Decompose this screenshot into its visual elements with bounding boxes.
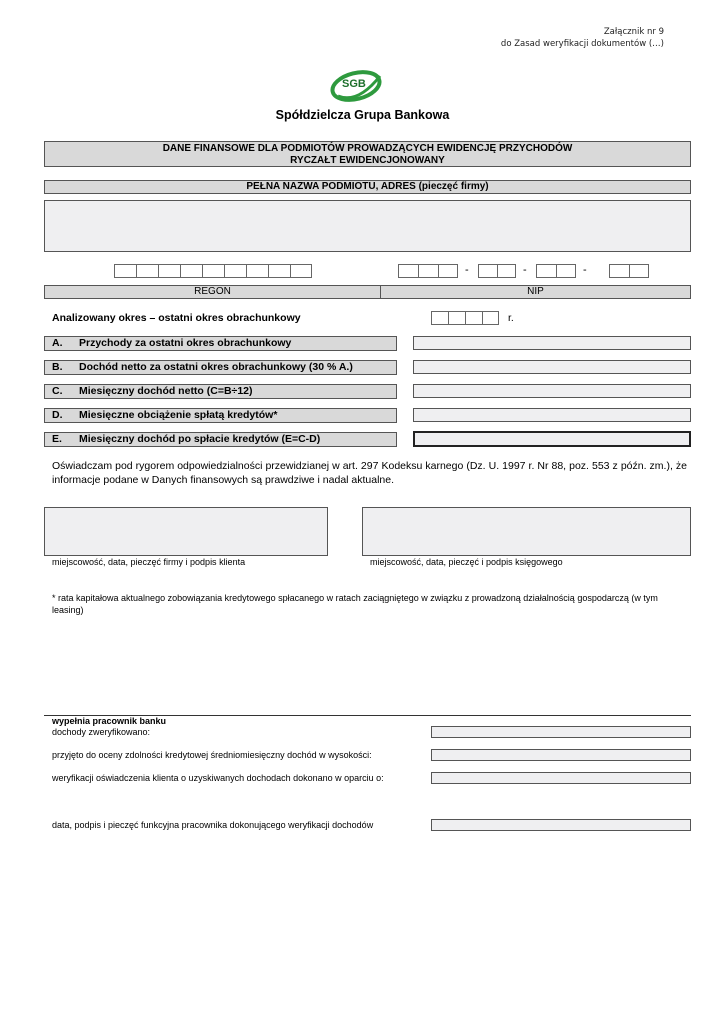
verified-label: dochody zweryfikowano: — [52, 727, 151, 737]
regon-digit[interactable] — [180, 264, 202, 278]
regon-digit[interactable] — [114, 264, 136, 278]
nip-group-3[interactable] — [536, 264, 576, 278]
nip-digit[interactable] — [609, 264, 629, 278]
nip-group-1[interactable] — [398, 264, 458, 278]
row-text: Przychody za ostatni okres obrachunkowy — [79, 337, 292, 349]
regon-digit[interactable] — [202, 264, 224, 278]
regon-nip-header — [44, 285, 691, 299]
period-suffix: r. — [508, 312, 514, 324]
nip-separator: - — [465, 264, 469, 276]
row-letter: A. — [52, 337, 63, 349]
period-year-input[interactable] — [431, 311, 499, 325]
declaration-text: Oświadczam pod rygorem odpowiedzialności przewidzianej w art. 297 Kodeksu karnego (Dz. U. 1997 r. Nr 88, poz. 553 z późn. zm.), że informacje podane w Danych finansowych są prawdziwe i nadal aktualne. — [52, 460, 687, 486]
attachment-note — [501, 26, 664, 50]
form-title — [44, 141, 691, 167]
row-letter: E. — [52, 433, 62, 445]
nip-group-4[interactable] — [609, 264, 649, 278]
regon-digit[interactable] — [246, 264, 268, 278]
nip-digit[interactable] — [478, 264, 497, 278]
row-e-label — [44, 432, 397, 447]
nip-separator: - — [523, 264, 527, 276]
regon-digit[interactable] — [224, 264, 246, 278]
verification-basis-label: weryfikacji oświadczenia klienta o uzyskiwanych dochodach dokonano w oparciu o: — [52, 773, 384, 783]
row-text: Miesięczny dochód po spłacie kredytów (E=C-D) — [79, 433, 321, 445]
row-text: Miesięczne obciążenie spłatą kredytów* — [79, 409, 278, 421]
nip-digit[interactable] — [629, 264, 649, 278]
row-d-label — [44, 408, 397, 423]
row-a-value[interactable] — [413, 336, 691, 350]
row-b-label — [44, 360, 397, 375]
row-letter: C. — [52, 385, 63, 397]
year-digit[interactable] — [431, 311, 448, 325]
bank-section-title: wypełnia pracownik banku — [52, 716, 167, 726]
employee-signature-field[interactable] — [431, 819, 691, 831]
row-letter: D. — [52, 409, 63, 421]
nip-digit[interactable] — [398, 264, 418, 278]
client-signature-caption: miejscowość, data, pieczęć firmy i podpis klienta — [52, 557, 246, 567]
regon-digit[interactable] — [158, 264, 180, 278]
regon-digit[interactable] — [136, 264, 158, 278]
bank-name: Spółdzielcza Grupa Bankowa — [275, 108, 450, 122]
employee-signature-label: data, podpis i pieczęć funkcyjna pracownika dokonującego weryfikacji dochodów — [52, 820, 374, 830]
row-c-value[interactable] — [413, 384, 691, 398]
entity-name-field[interactable] — [44, 200, 691, 252]
year-digit[interactable] — [465, 311, 482, 325]
nip-digit[interactable] — [556, 264, 576, 278]
row-a-label — [44, 336, 397, 351]
regon-digit[interactable] — [268, 264, 290, 278]
nip-digit[interactable] — [536, 264, 556, 278]
nip-group-2[interactable] — [478, 264, 516, 278]
row-b-value[interactable] — [413, 360, 691, 374]
nip-separator: - — [583, 264, 587, 276]
nip-digit[interactable] — [418, 264, 438, 278]
row-e-value[interactable] — [413, 431, 691, 447]
year-digit[interactable] — [448, 311, 465, 325]
year-digit[interactable] — [482, 311, 499, 325]
regon-input[interactable] — [114, 264, 312, 278]
logo-text: SGB — [342, 78, 366, 90]
nip-digit[interactable] — [497, 264, 516, 278]
client-signature-box[interactable] — [44, 507, 328, 556]
attachment-line-2: do Zasad weryfikacji dokumentów (…) — [500, 39, 664, 49]
verified-field[interactable] — [431, 726, 691, 738]
period-label: Analizowany okres – ostatni okres obrachunkowy — [52, 312, 301, 324]
form-title-line-2: RYCZAŁT EWIDENCJONOWANY — [290, 155, 445, 166]
nip-label: NIP — [527, 286, 544, 297]
row-letter: B. — [52, 361, 63, 373]
accountant-signature-box[interactable] — [362, 507, 691, 556]
accepted-income-label: przyjęto do oceny zdolności kredytowej średniomiesięczny dochód w wysokości: — [52, 750, 372, 760]
form-title-line-1: DANE FINANSOWE DLA PODMIOTÓW PROWADZĄCYCH EWIDENCJĘ PRZYCHODÓW — [162, 143, 573, 154]
row-d-value[interactable] — [413, 408, 691, 422]
accepted-income-field[interactable] — [431, 749, 691, 761]
row-text: Miesięczny dochód netto (C=B÷12) — [79, 385, 253, 397]
attachment-line-1: Załącznik nr 9 — [603, 27, 664, 37]
sgb-logo — [328, 66, 386, 106]
footnote: * rata kapitałowa aktualnego zobowiązania kredytowego spłacanego w ratach zaciągniętego w związku z prowadzoną działalnością gospodarczą (w tym leasing) — [52, 593, 658, 615]
accountant-signature-caption: miejscowość, data, pieczęć i podpis księgowego — [370, 557, 563, 567]
row-text: Dochód netto za ostatni okres obrachunkowy (30 % A.) — [79, 361, 353, 373]
entity-name-header: PEŁNA NAZWA PODMIOTU, ADRES (pieczęć firmy) — [44, 180, 691, 194]
regon-digit[interactable] — [290, 264, 312, 278]
verification-basis-field[interactable] — [431, 772, 691, 784]
row-c-label — [44, 384, 397, 399]
regon-label: REGON — [45, 286, 381, 298]
nip-digit[interactable] — [438, 264, 458, 278]
